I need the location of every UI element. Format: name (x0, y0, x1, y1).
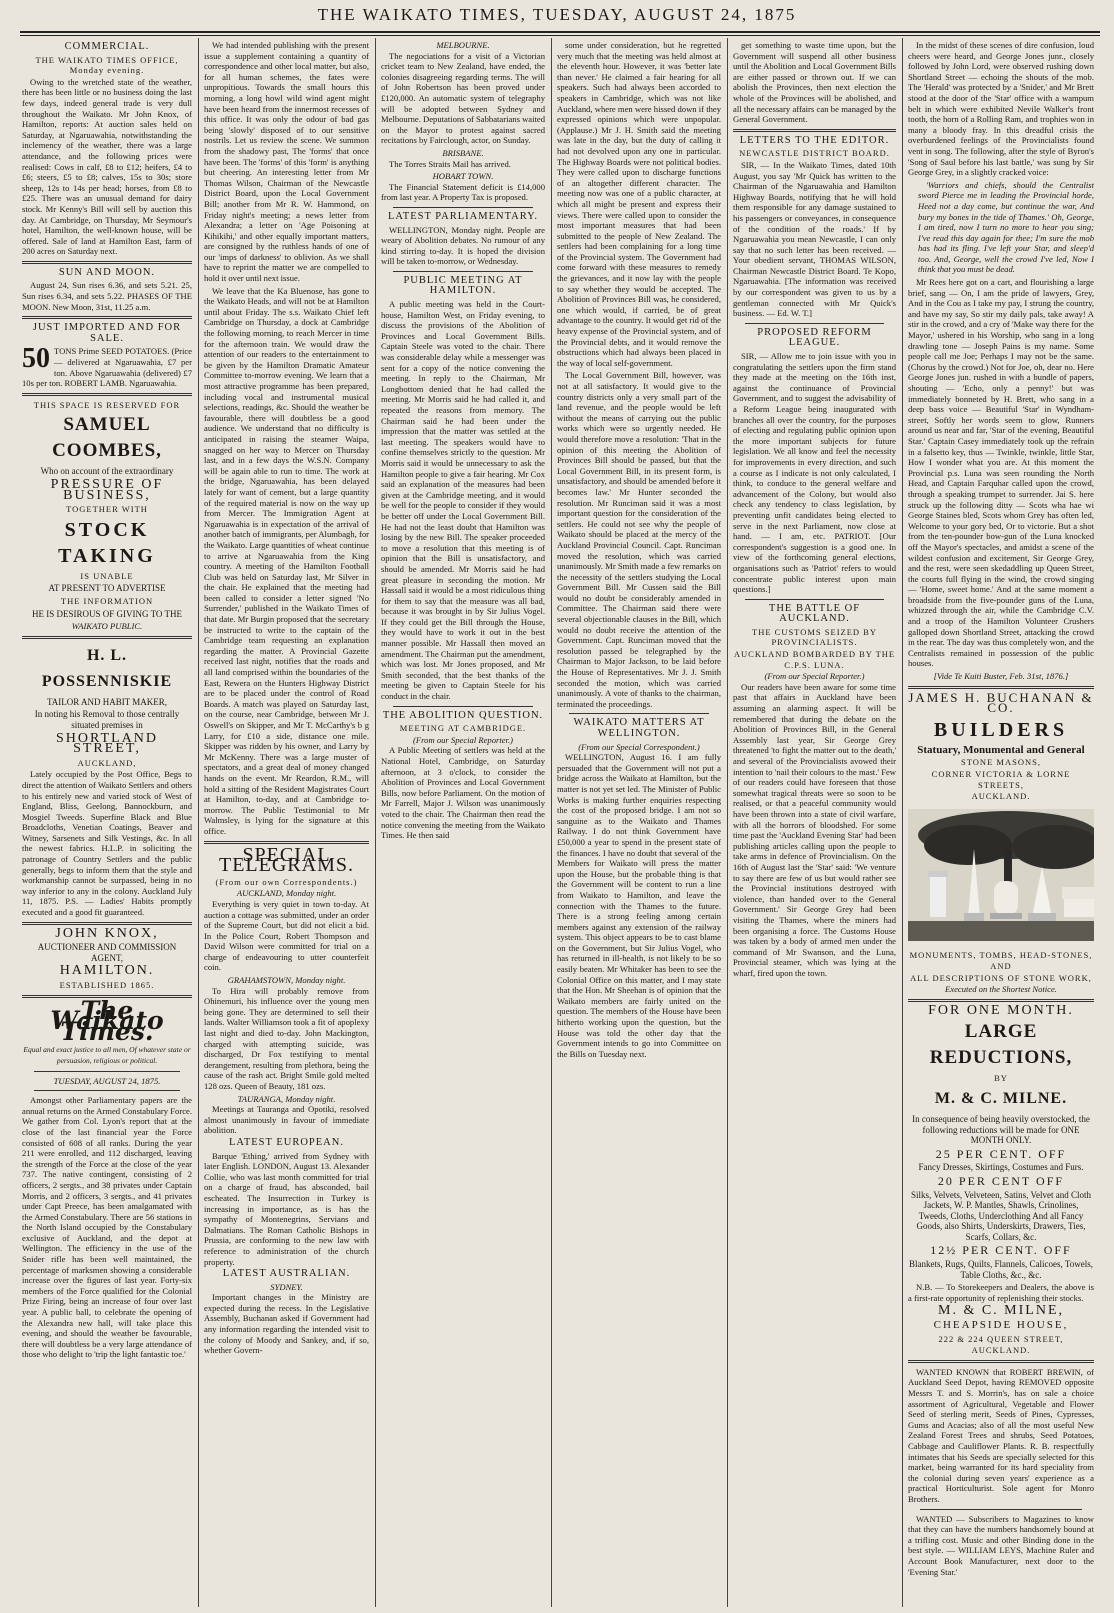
battle-report: Our readers have been aware for some time past that affairs in Auckland have been assuming an alarming aspect. It will be remembered that during the debate on the Abolition of Provinces Bill, in the General Assembly last year, Sir George Grey threatened 'to fight the matter out to the death,' and several of the Provincialists avowed their intention to 'nail their colours to the mast.' Few of our readers could have foreseen that those somewhat tragical threats were so soon to be realised, or that a peaceful community would have been thrown into a state of civil warfare, with all the horrors of bloodshed. For some time past the 'Auckland Evening Star' had been publishing articles calling upon the people to take arms in defence of Provincialism. On the 16th of August last the 'Star' said: 'We venture to say there are few of us but would rather see the Provincial institutions destroyed with violence, than handed over to the General Government.' Sir George Grey had been visiting the Thames, where the miners had been organising a force. The Customs House was taken by a body of armed men under the command of Mr Swanson, and the Luna, Provincial steamer, which was lying at the wharf, fired upon the town. (733, 681, 896, 978)
masthead-rule-thin (20, 35, 1100, 36)
meeting-heading: PUBLIC MEETING AT HAMILTON. (403, 274, 523, 297)
separator (908, 1360, 1094, 1363)
battle-report-cont: In the midst of these scenes of dire confusion, loud cheers were heard, and George Jones junr., closely followed by John Lord, were observed rushing down Shortland Street — echoing the shouts of the mob. The 'Herald' was protected by a 'Snider,' and Mr Brett stood at the door of the 'Star' office with a wampum belt in which were exhibited Nevile Walker's front tooth, the horn of a Rolling Ram, and trophies won in many a bloody fray. In this dreadful crisis the overburdened feelings of the Provincialists found vent in song. The following, after the style of Byron's 'Song of Saul before his last battle,' was sung by Sir George Grey, in a slightly cracked voice: (908, 40, 1094, 178)
statuary-line: Statuary, Monumental and General (917, 743, 1085, 756)
discount-25: 25 PER CENT. OFF (935, 1146, 1067, 1161)
monuments-line: MONUMENTS, TOMBS, HEAD-STONES, AND (909, 950, 1093, 971)
milne-auckland: AUCKLAND. (971, 1345, 1031, 1356)
battle-source: (From our Special Reporter.) (764, 671, 865, 682)
cambridge-report-cont: some under consideration, but he regretted very much that the meeting was held almost at the eleventh hour. However, it was 'better late than never.' He claimed a fair hearing for all speakers. Such had always been accorded to speakers in Cambridge, which was not like Auckland, where men were hissed down if they expressed opinions which were unpopular. (Applause.) Mr J. H. Smith said the meeting was late in the day, but the duty of calling it had not devolved upon any one in particular. The Highway Boards were not political bodies. They were called upon to discharge functions of an altogether different character. The meeting now was one of a public character, at which all might be present and express their views. There were called upon to consider the most important measures that had been submitted to the people of New Zealand. The settlers had been complaining for a long time of the Provincial system. The Government had come forward with these measures to remedy the grievances, and it now lay with the people to say whether they would be accepted. The Abolition of Provinces Bill was, he considered, one which would, if carried, be of great advantage to the country. It would get rid of the heavy expense of the Provincial system, and of the Provincial debts, and it would remove the obstructions which had always been placed in the way of local self-government. (557, 40, 721, 368)
tauranga-dateline: TAURANGA, Monday night. (237, 1093, 336, 1104)
tauranga-telegram: Meetings at Tauranga and Opotiki, resolved almost unanimously in favour of immediate abolition. (204, 1104, 369, 1136)
information-line: THE INFORMATION (60, 595, 154, 606)
abolition-heading: THE ABOLITION QUESTION. (382, 709, 544, 721)
separator (22, 261, 192, 264)
hobart-news: The Financial Statement deficit is £14,000 from last year. A Property Tax is proposed. (381, 181, 545, 203)
auckland-telegram: Everything is very quiet in town to-day. At auction a cottage was submitted, under an order of the Supreme Court, but did not elicit a bid. In the Police Court, Robert Thompson and David Wilson were committed for trial on a charge of endeavouring to utter counterfeit coin. (204, 898, 369, 973)
separator (34, 1090, 180, 1091)
potatoes-ad-text: TONS Prime SEED POTATOES. (Price — delivered at Ngaruawahia, £7 per ton. Above Ngaruawahia (delivered) £7 10s per ton. ROBERT LAMB. Ngaruawahia. (22, 346, 192, 389)
possenniskie-name: H. L. POSSENNISKIE (41, 646, 173, 690)
buchanan-name: JAMES H. BUCHANAN & CO. (908, 689, 1094, 716)
discount-20: 20 PER CENT OFF (937, 1173, 1065, 1188)
column-divider (551, 38, 552, 1607)
european-heading: LATEST EUROPEAN. (229, 1136, 344, 1148)
discount-12: 12½ PER CENT. OFF (930, 1243, 1072, 1258)
commercial-heading: COMMERCIAL. (64, 41, 150, 52)
bombarded-subheading: AUCKLAND BOMBARDED BY THE C.P.S. LUNA. (733, 649, 896, 670)
removal-line: In noting his Removal to those centrally situated premises in (34, 709, 180, 730)
abolition-source: (From our Special Reporter.) (413, 734, 513, 745)
knox-name: JOHN KNOX, (55, 925, 159, 941)
cambridge-report-cont-2: The Local Government Bill, however, was not at all satisfactory. It would give to the country districts only a very small part of the land revenue, and the people would be left without the means of carrying out the public works which were so urgently needed. He would therefore move a resolution: 'That in the opinion of this meeting the Abolition of Provinces Bill should be passed, but that the Local Government Bill, in its present form, is unsatisfactory, and should be amended before it becomes law.' Mr Hunter seconded the resolution. Mr Runciman said it was a most important question for the consideration of the settlers. He could not see why the people of Waikato should be placed at the mercy of the Auckland Provincial Council. Capt. Runciman moved the resolution, which was carried unanimously. Mr Smith made a few remarks on the necessity of the settlers studying the Local Government Bill. Mr Cussen said the Bill would no doubt be considerably amended in Committee. The Chairman said there were several objectionable clauses in the Bill, which would no doubt receive the attention of the Government. Capt. Runciman moved that the resolution passed be telegraphed by the Chairman to Major Jackson, to be laid before the House of Representatives. Mr J. J. Smith seconded the motion, which was carried unanimously. A vote of thanks to the chairman, terminated the proceedings. (557, 370, 721, 709)
masthead-rule (20, 31, 1100, 33)
battle-attribution: [Vide Te Kuiti Buster, Feb. 31st, 1876.] (933, 671, 1069, 682)
masthead: THE WAIKATO TIMES, TUESDAY, AUGUST 24, 1875 (317, 5, 797, 24)
large-reductions: LARGE REDUCTIONS, (929, 1021, 1073, 1069)
shortland-street: SHORTLAND STREET, (56, 730, 158, 757)
executed-line: Executed on the Shortest Notice. (945, 984, 1057, 995)
together-line: TOGETHER WITH (66, 504, 148, 515)
tailor-ad-body: Lately occupied by the Post Office, Begs to direct the attention of Waikato Settlers and others to his entirely new and varied stock of West of England, Bliss, Geelong, Bannockburn, and Mosgiel Tweeds. Superfine Black and Blue Broadcloths, Venetian Coatings, Beaver and Witney, Sarsenets and Silk Vestings, &c. In all the newest fabrics. H.L.P. in soliciting the patronage of Country Settlers and the public generally, begs to inform them that the style and workmanship cannot be surpassed, being in no way inferior to any in the colony. Auckland July 11, 1875. P.S. — Ladies' Habits promptly executed and a good fit guaranteed. (22, 769, 192, 918)
just-imported-heading: JUST IMPORTED AND FOR SALE. (32, 322, 182, 344)
queen-street-address: 222 & 224 QUEEN STREET, (938, 1333, 1064, 1344)
milne-signature: M. & C. MILNE, (938, 1303, 1064, 1319)
separator (393, 207, 533, 208)
advertise-line: AT PRESENT TO ADVERTISE (48, 583, 166, 594)
masons-line: STONE MASONS, (961, 757, 1041, 768)
is-unable-line: IS UNABLE (80, 570, 134, 581)
separator (733, 129, 896, 132)
european-news: Barque 'Ething,' arrived from Sydney with later English. LONDON, August 13. Alexander Collie, who was last month committed for trial on a charge of fraud, has absconded, bail escheated. The Insurrection in Turkey is increasing in importance, as is has the sympathy of Montenegrins, Servians and Dalmatians. The Roman Catholic Bishops in Prussia, are conforming to the new law with reference to administration of the church property. (204, 1150, 369, 1267)
tailor-auckland: AUCKLAND, (77, 757, 137, 768)
coombes-line: Who on account of the extraordinary (40, 466, 174, 477)
melbourne-dateline: MELBOURNE. (436, 40, 490, 50)
separator (745, 599, 884, 600)
battle-report-cont-2: Mr Rees here got on a cart, and flourishing a large brief, sang — On, I am the pride of lawyers, Grey, And in the Cou as I take my pay, I strung the country, and have my say, So stir my daily pals, take away! A stir in the crowd, and a cry of 'Make way there for the Mayor,' ushered in his Worship, who sang in a long drawling tone — Joseph Pains is my name. Some people call me Joe; Perhaps I may not be the same. (Chorus by the crowd.) Not for Joe, oh, dear no. Here George Jones jun. rushed in with a bundle of papers, shouting — 'Echo, only a penny!' but was immediately bonneted by H. Brett, who sang in a deep bass voice — Beautiful 'Star' in Wyndham-street, Softly her words seem to glow, Runners around us near and far, 'Star of the evening, Beautiful Star.' Captain Casey immediately took up the refrain in a falsetto key, thus — Twinkle, twinkle, little Star, How I wonder what you are. At this moment the Provincial p.s. Luna was seen rounding the North Head, and Captain Farquhar called upon the crowd, through a speaking trumpet to surrender. Jai S. here struck up the following ditty — Scots wha hae wi George Staines bled, Scots whom Grey has often led, Welcome to your gory bed, Or to victorie. But a shot from the ten-pounder bow-gun of the Luna knocked off the Mayor's spectacles, and amidst a scene of the wildest confusion and excitement, Sir George Grey, and the rest, were seen skedaddling up Queen Street, the courts full flying in the wind, the crowd singing — 'Home, sweet home.' And at the same moment a broadside from the five-pounder guns of the Luna, whizzed through the air, while the Cambridge C.V. and a troop of the Hamilton Volunteer Crushers galloped down Shortland Street, attacking the crowd in the rear. The day was thus completely won, and the Centralists remained in possession of the public houses. (908, 277, 1094, 669)
wellington-report: WELLINGTON, August 16. I am fully persuaded that the Government will not put a bridge across the Waikato at Hamilton, but the matter is not yet set led. The Minister of Public Works is making further enquiries respecting the cost of the proposed bridge. I am not so sanguine as to the Waikato and Thames Railway. I do not think Government have £50,000 a year to spend in the present state of the finances. I have no doubt that several of the Members for Waikato will press the matter upon the House, but the probable thing is that the Government will be content to run a line from Waikato to Hamilton, and leave the connection with the Thames to the future. There is a strong feeling among certain members against any extension of the railway system. This object appears to be to cast blame on the Government, but Sir Julius Vogel, who has returned in ill-health, is not likely to be so easily beaten. Mr Whitaker has been to see the Colonial Office on this matter, and I may state that the Hon. Mr Sheehan is of opinion that the Waikato members are fairly united on the question. The members of the House have been hitherto working upon the question, but the House was told the other day that the Government intends to go into Committee on the Bills on Tuesday next. (557, 752, 721, 1059)
column-divider (198, 38, 199, 1607)
parliamentary-heading: LATEST PARLIAMENTARY. (387, 210, 539, 222)
monument-engraving-image (908, 809, 1094, 941)
corner-line: CORNER VICTORIA & LORNE STREETS, (931, 769, 1071, 790)
battle-heading: THE BATTLE OF AUCKLAND. (768, 602, 861, 625)
australian-heading: LATEST AUSTRALIAN. (222, 1268, 351, 1280)
sydney-dateline: SYDNEY. (270, 1281, 303, 1292)
column-2 (204, 40, 369, 1607)
separator (22, 316, 192, 319)
coombes-name: SAMUEL COOMBES, (52, 414, 162, 462)
column-3 (381, 40, 545, 1607)
pressure-line: PRESSURE OF BUSINESS, (50, 477, 164, 503)
grahamstown-dateline: GRAHAMSTOWN, Monday night. (227, 975, 346, 986)
separator (908, 686, 1094, 689)
parliamentary-news: WELLINGTON, Monday night. People are weary of Abolition debates. No rumour of any kind stirring to-day. It is hoped the division will be taken to-morrow, or Wednesday. (381, 224, 545, 267)
column-5 (733, 40, 896, 1607)
letters-heading: LETTERS TO THE EDITOR. (739, 134, 890, 146)
column-6 (908, 40, 1094, 1607)
separator (920, 1509, 1082, 1510)
knox-established: ESTABLISHED 1865. (59, 980, 155, 990)
reform-heading: PROPOSED REFORM LEAGUE. (757, 326, 872, 349)
sun-moon-heading: SUN AND MOON. (58, 266, 156, 278)
wellington-report-cont: get something to waste time upon, but the Government will suspend all other business until the Abolition and Local Government Bills are either passed or thrown out. If we can abolish the Provinces, then next election the whole of the Provinces will be abolished, and all the necessary affairs can be managed by the General Government. (733, 40, 896, 125)
australian-news: Important changes in the Ministry are expected during the recess. In the Legislative Assembly, Buchanan asked if Government had any information regarding the intended visit to the colony of Moody and Sankey, and, if so, whether Govern- (204, 1292, 369, 1356)
by-line: BY (994, 1073, 1008, 1084)
customs-subheading: THE CUSTOMS SEIZED BY PROVINCIALISTS. (752, 626, 877, 648)
buchanan-auckland: AUCKLAND. (971, 791, 1031, 802)
special-telegrams-sub: (From our own Correspondents.) (215, 876, 358, 887)
public-line: WAIKATO PUBLIC. (71, 621, 143, 632)
column-1 (22, 40, 192, 1607)
column-divider (727, 38, 728, 1607)
newspaper-title: The Waikato Times. (50, 995, 164, 1046)
brisbane-dateline: BRISBANE. (442, 147, 484, 158)
reform-letter: SIR, — Allow me to join issue with you in congratulating the settlers upon the firm stand they made at the meeting on the 16th inst, against the continuance of Provincial Government, and to suggest the advisability of a Reform League being inaugurated with branches all over the country, for the purposes of electing and regulating public opinion upon the more important subjects for future legislation. We all know and feel the necessity for improvements in every direction, and such a course as I indicate is not only calculated, I think, to conduce to the general welfare and advancement of the Colony, but would also check any tendency to class legislation, by preventing unfit candidates being elected to serve in the next Parliament, now close at hand. — I am, etc. PATRIOT. [Our correspondent's suggestion is a good one. In view of the forthcoming general elections, organisations such as 'Patriot' refers to would concentrate public interest upon main questions.] (733, 351, 896, 595)
commercial-article: Owing to the wretched state of the weather, there has been little or no business doing the last few days, indeed general trade is very dull throughout the Waikato. Mr John Knox, of Hamilton, reports: At auction sales held on Saturday, at Ngaruawahia, notwithstanding the inclemency of the weather, there was a large attendance, and the following prices were realised: Cows in calf, £8 to £12; heifers, £4 to £6; steers, £5 to £8; calves, 15s to 30s; store sheep, 12s to 14s per head; horses, from £8 to £25. There was an unusual demand for dairy stock. Mr Kenny's Bill will sell by auction this day. At Cambridge, on Thursday, Mr Seymour's hotel, Hamilton, the well-known house, will be offered. Sale of land at Hamilton East, farm of 200 acres on Saturday next. (22, 76, 192, 257)
column-4 (557, 40, 721, 1607)
wellington-heading: WAIKATO MATTERS AT WELLINGTON. (573, 717, 705, 739)
newcastle-letter: SIR, — In the Waikato Times, dated 10th August, you say 'Mr Quick has written to the Chairman of the Ngaruawahia and Hamilton Highway Boards, notifying that he will hold them responsible for any damage sustained to his passengers or conveyances, in consequence of the condition of the roads.' If by Ngaruawahia you mean Newcastle, I can only say that no such letter has been received. — Your obedient servant, THOMAS WILSON, Chairman Newcastle District Board. Te Kopo, Ngaruawahia. [The information was received by our correspondent was given to us by a gentleman connected with Mr Quick's business. — Ed. W. T.] (733, 159, 896, 319)
abolition-report: A Public Meeting of settlers was held at the National Hotel, Cambridge, on Saturday afternoon, at 3 o'clock, to consider the Abolition of Provinces and Local Government Bills, now before Parliament. On the motion of Mr Farrell, Major J. Wilson was unanimously voted to the chair. The Chairman then read the notice convening the meeting from the Waikato Times. He then said (381, 745, 545, 841)
wanted-binding-ad: WANTED — Subscribers to Magazines to know that they can have the numbers handsomely bound at a trifling cost. Music and other Binding done in the best style. — WILLIAM LEYS, Machine Ruler and Account Book Manufacturer, next door to the 'Evening Star.' (908, 1513, 1094, 1577)
local-news: We leave that the Ka Bluenose, has gone to the Waikato Heads, and will not be at Hamilton until about Friday. The s.s. Waikato Chief left Cambridge on Thursday, a dock at Cambridge the following morning, to reach Mercer in time for the afternoon train. We would draw the attention of our readers to the entertainment to be given by the Hamilton Dramatic Amateur Committee to-morrow evening. We learn that a most attractive programme has been prepared, including vocal and instrumental musical selections, readings, &c. Should the weather be favourable, there will doubtless be a good audience. We understand that no difficulty is anticipated in raising the steamer Waipa, snagged on her way to Mercer on Thursday last, and in a few days the W.S.N. Company will be again able to run to time. The work at the bridge, Ngaruawahia, has been delayed lately for want of cement, but a large quantity of the required material is now on the way up from Mercer. The Immigration Agent at Ngaruawahia is in expectation of the arrival of another batch of immigrants, per Alumbagh, for the Waikato. Large quantities of wheat continue to arrive at Ngaruawahia from the King country. A meeting of the Hamilton Football Club was held on Saturday last, Mr Silver in the chair. He explained that the meeting had been called to consider a letter signed 'No Surrender,' published in the Waikato Times of that date. Mr Burgin proposed that the secretary be instructed to write to the captain of the Cambridge team requesting an explanation regarding the matter. A Provincial Gazette received last night, notifies that the roads and all land comprised within the boundaries of the East, Rewera on the Hunters Highway District are to be placed under the control of Road Boards. A match was played on Saturday last, on the course, near Cambridge, between Mr J. Oswell's on Skipper, and Mr T. McCarthy's b g Larry, for £10 a side, distance one mile. Skipper was ridden by his owner, and Larry by Mr McKenny. There was a large muster of spectators, and a great deal of money changed hands on the event. Mr Reardon, R.M., will hold a sitting of the Resident Magistrates Court at Hamilton, to-day, and at Cambridge to-morrow. The Public Testimonial to Mr Walmsley, is lying for the signature at this office. (204, 285, 369, 836)
separator (22, 636, 192, 639)
potatoes-ad (22, 343, 192, 389)
separator (569, 713, 709, 714)
dealers-note: N.B. — To Storekeepers and Dealers, the above is a first-rate opportunity of replenishing their stocks. (908, 1282, 1094, 1303)
milne-name: M. & C. MILNE. (934, 1089, 1068, 1107)
wellington-source: (From our Special Correspondent.) (578, 741, 700, 752)
builders-heading: BUILDERS (933, 718, 1069, 741)
leader-article: Amongst other Parliamentary papers are the annual returns on the Armed Constabulary Force. We gather from Col. Lyon's report that at the close of the last financial year the Force consisted of 608 of all ranks. During the year 211 were enrolled, and 112 discharged, leaving the strength of the Force at the close of the year 737. The native contingent, consisting of 2 officers, 2 sergts., and 38 privates under Captain Morris, and 2 officers, 3 sergts., and 41 privates under Capt Preece, has been amalgamated with the Armed Constabulary. There are 56 stations in the North Island occupied by the Constabulary exclusive of Auckland, and the depot at Wellington. The efficiency in the use of the Snider rifle has been well maintained, the percentage of marksmen showing a considerable increase over the figures of last year. Forty-six members of the Force qualified for the Colonial Prize Firing, being an increase of four over last year. A public ball, to celebrate the opening of the Alexandra new hall, will take place this evening, and should the weather be favourable, there will doubtless be a very large attendance of those who delight to 'trip the light fantastic toe.' (22, 1095, 192, 1360)
discount-12-items: Blankets, Rugs, Quilts, Flannels, Calicoes, Towels, Table Cloths, &c., &c. (909, 1259, 1093, 1280)
column-divider (902, 38, 903, 1607)
overstocked-notice: In consequence of being heavily overstocked, the following reductions will be made for ONE MONTH ONLY. (912, 1113, 1090, 1146)
tailor-line: TAILOR AND HABIT MAKER, (46, 696, 168, 707)
commercial-subheading: THE WAIKATO TIMES OFFICE, Monday evening. (35, 54, 179, 76)
grahamstown-telegram: To Hira will probably remove from Ohinemuri, his influence over the young men being gone. They are determined to sell their lands. Walter Williamson took a fit of apoplexy last night and died to-day. John Mackington, charged with attempting suicide, was discharged, Dr Fox testifying to mental derangement, resulting from plethora, being the cause of the rash act. Bright Smile gold melted 128 ozs. Queen of Beauty, 181 ozs. (204, 985, 369, 1091)
hobart-dateline: HOBART TOWN. (432, 171, 494, 182)
potatoes-tons-number: 50 (22, 343, 50, 375)
meeting-report: A public meeting was held in the Court-house, Hamilton West, on Friday evening, to discuss the provisions of the Abolition of Provinces and Local Government Bills. Captain Steele was voted to the chair. There was considerable delay while a messenger was sent for a copy of the notice convening the meeting. In reply to the Chairman, Mr Longbottom denied that he had called the meeting. Mr Morris said he had called it, and repeated the reasons from memory. The Chairman said he had been under the impression that the matter was settled at the last meeting. The speakers would have to confine themselves strictly to the question. Mr Morris said it would be unnecessary to ask the Hamilton people to give a fair hearing. Mr Cox said an explanation of the measures had been given at the Cambridge meeting, and it would be well for the people to consider if they would be better off under the Local Government Bill. He had not the least doubt that Hamilton was losing by the new Bill. The speaker proceeded to move a resolution that this meeting is of opinion that the Bill is unsatisfactory, and should be amended. Mr Morris said he had great pleasure in seconding the motion. Mr Hassall said it would be a most ridiculous thing for them to say that the measure was all bad, because it was brought in by Sir Julius Vogel. If they could get the Bill through the House, they would have to work it out in the best manner possible. Mr Hassall then moved an amendment. The Chairman put the amendment, which was lost. Mr Jones proposed, and Mr Smith seconded, that the best thanks of the meeting be given to Captain Steele for his conduct in the chair. (381, 299, 545, 702)
cheapside-house: CHEAPSIDE HOUSE, (933, 1319, 1069, 1332)
discount-20-items: Silks, Velvets, Velveteen, Satins, Velvet and Cloth Jackets, W. P. Mantles, Shawls, Crinolines, Tweeds, Cloths, Underclothing And all Fancy Goods, also Shirts, Underskirts, Drawers, Ties, Scarfs, Collars, &c. (911, 1189, 1091, 1242)
abolition-subheading: MEETING AT CAMBRIDGE. (399, 723, 527, 734)
date-line: TUESDAY, AUGUST 24, 1875. (53, 1075, 161, 1086)
desirous-line: HE IS DESIROUS OF GIVING TO THE (31, 608, 182, 619)
separator (393, 271, 533, 272)
separator (745, 323, 884, 324)
special-telegrams-heading: SPECIAL TELEGRAMS. (219, 843, 354, 877)
stock-taking-heading: STOCK TAKING (58, 518, 156, 567)
separator (22, 922, 192, 925)
separator (22, 393, 192, 396)
column-divider (375, 38, 376, 1607)
motto: Equal and exact justice to all men, Of whatever state or persuasion, religious or political. (23, 1045, 191, 1065)
battle-verse: 'Warriors and chiefs, should the Centralist sword Pierce me in leading the Provincial horde, Heed not a day come, but continue the war, And bury my bones in the tide of Thames.' Oh, George, I am tired, now I turn no more to hear you sing; I've read this day again for thee; I'm sure the mob has had its fling. I've left your Star, and sleep'd too. And, George, well the crowd I've led, Now I think that you must be dead. (918, 179, 1094, 275)
separator (908, 999, 1094, 1002)
separator (34, 1071, 180, 1072)
wanted-known-ad: WANTED KNOWN that ROBERT BREWIN, of Auckland Seed Depot, having REMOVED opposite Messrs T. and S. Morrin's, has on sale a choice assortment of Agricultural, Vegetable and Flower Seed of sterling merit, Seeds of Pines, Cypresses, Gums and Acacias; also of all the most useful New Zealand Forest Trees and shrubs, Seed Potatoes, Cabbage and Cauliflower Plants. R. B. respectfully intimates that his Seeds are specially selected for this market, being warranted for its hard speciality from the colonial during seven years' experience as a practical Horticulturist. Sole agent for Monro Brothers. (908, 1366, 1094, 1504)
separator (393, 706, 533, 707)
newcastle-heading: NEWCASTLE DISTRICT BOARD. (739, 148, 890, 159)
for-one-month: FOR ONE MONTH. (928, 1002, 1074, 1018)
knox-title: AUCTIONEER AND COMMISSION AGENT, (37, 942, 177, 963)
sun-moon-text: August 24, Sun rises 6.36, and sets 5.21. 25, Sun rises 6.34, and sets 5.22. PHASES OF THE MOON. New Moon, 31st, 11.25 a.m. (22, 280, 192, 312)
melbourne-news: The negociations for a visit of a Victorian cricket team to New Zealand, have ended, the colonies disagreeing regarding terms. The will of John Robertson has been proved under £120,000. An automatic system of telegraphy will be adopted between Sydney and Melbourne. Deputations of Sabbatarians waited on the Mayor to protest against sacred recitations by Fairclough, actor, on Sunday. (381, 50, 545, 146)
reserved-space-text: THIS SPACE IS RESERVED FOR (33, 399, 181, 410)
auckland-dateline: AUCKLAND, Monday night. (236, 888, 337, 899)
intro-article: We had intended publishing with the present issue a supplement containing a quantity of correspondence and other local matter, but also, for all human schemes, the fates were unpropitious. Towards the small hours this morning, a long howl wild wind agent might have been heard from the innermost recesses of this office. It was only the odour of bad gas being 'slowly' disposed of to our sensitive nostrils. Let us review the scene. We summon from the shadowy past, The 'forms' that once have been. The 'forms' of this 'form' is anything but cheering. An interesting letter from Mr Thomas Wilson, Chairman of the Newcastle District Board, upon the Local Government Bill; another from Mr R. W. Hammond, on Friday night's meeting; a news letter from Alexandra; a letter on 'Age Poisoning at Kihikihi,' and other equally important matters, are consigned by the ruthless hands of one of our 'imps of darkness' to oblivion. As we shall have to reprint the matter we are compelled to hold it over until next issue. (204, 40, 369, 284)
brisbane-news: The Torres Straits Mail has arrived. (389, 158, 511, 169)
all-descriptions-line: ALL DESCRIPTIONS OF STONE WORK, (910, 972, 1092, 983)
knox-place: HAMILTON. (59, 963, 155, 979)
discount-25-items: Fancy Dresses, Skirtings, Costumes and Furs. (918, 1162, 1084, 1173)
